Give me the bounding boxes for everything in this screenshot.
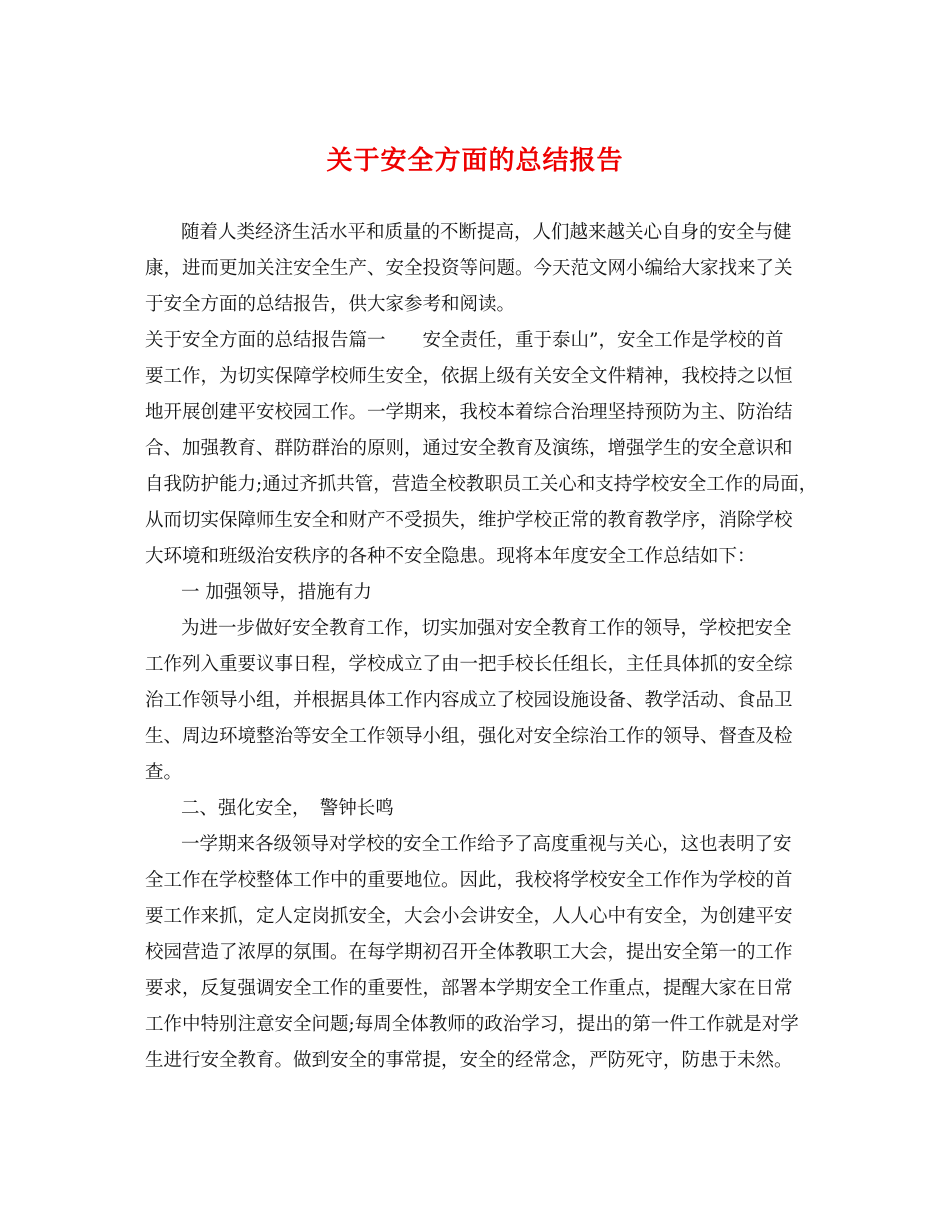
body-line: 关于安全方面的总结报告篇一 安全责任，重于泰山”，安全工作是学校的首 <box>145 330 784 351</box>
body-line: 合、加强教育、群防群治的原则，通过安全教育及演练，增强学生的安全意识和 <box>145 438 793 459</box>
document-title: 关于安全方面的总结报告 <box>326 146 624 176</box>
section-heading: 一 加强领导，措施有力 <box>181 582 372 603</box>
body-line: 生进行安全教育。做到安全的事常提，安全的经常念，严防死守，防患于未然。 <box>145 1050 793 1071</box>
body-line: 工作中特别注意安全问题;每周全体教师的政治学习，提出的第一件工作就是对学 <box>145 1014 799 1035</box>
body-line: 校园营造了浓厚的氛围。在每学期初召开全体教职工大会，提出安全第一的工作 <box>145 942 793 963</box>
body-line: 大环境和班级治安秩序的各种不安全隐患。现将本年度安全工作总结如下： <box>145 546 756 567</box>
body-line: 要求，反复强调安全工作的重要性，部署本学期安全工作重点，提醒大家在日常 <box>145 978 793 999</box>
body-line: 为进一步做好安全教育工作，切实加强对安全教育工作的领导，学校把安全 <box>181 618 792 639</box>
body-line: 生、周边环境整治等安全工作领导小组，强化对安全综治工作的领导、督查及检 <box>145 726 793 747</box>
body-line: 从而切实保障师生安全和财产不受损失，维护学校正常的教育教学序，消除学校 <box>145 510 793 531</box>
intro-line: 于安全方面的总结报告，供大家参考和阅读。 <box>145 294 516 315</box>
body-line: 要工作来抓，定人定岗抓安全，大会小会讲安全，人人心中有安全，为创建平安 <box>145 906 793 927</box>
intro-line: 康，进而更加关注安全生产、安全投资等问题。今天范文网小编给大家找来了关 <box>145 258 793 279</box>
body-line: 查。 <box>145 762 183 783</box>
body-line: 治工作领导小组，并根据具体工作内容成立了校园设施设备、教学活动、食品卫 <box>145 690 793 711</box>
body-line: 工作列入重要议事日程，学校成立了由一把手校长任组长，主任具体抓的安全综 <box>145 654 793 675</box>
intro-line: 随着人类经济生活水平和质量的不断提高，人们越来越关心自身的安全与健 <box>181 222 792 243</box>
body-line: 要工作，为切实保障学校师生安全，依据上级有关安全文件精神，我校持之以恒 <box>145 366 793 387</box>
body-line: 自我防护能力;通过齐抓共管，营造全校教职员工关心和支持学校安全工作的局面， <box>145 474 818 495</box>
body-line: 一学期来各级领导对学校的安全工作给予了高度重视与关心，这也表明了安 <box>181 834 792 855</box>
body-line: 地开展创建平安校园工作。一学期来，我校本着综合治理坚持预防为主、防治结 <box>145 402 793 423</box>
section-heading: 二、强化安全， 警钟长鸣 <box>181 798 394 819</box>
body-line: 全工作在学校整体工作中的重要地位。因此，我校将学校安全工作作为学校的首 <box>145 870 793 891</box>
